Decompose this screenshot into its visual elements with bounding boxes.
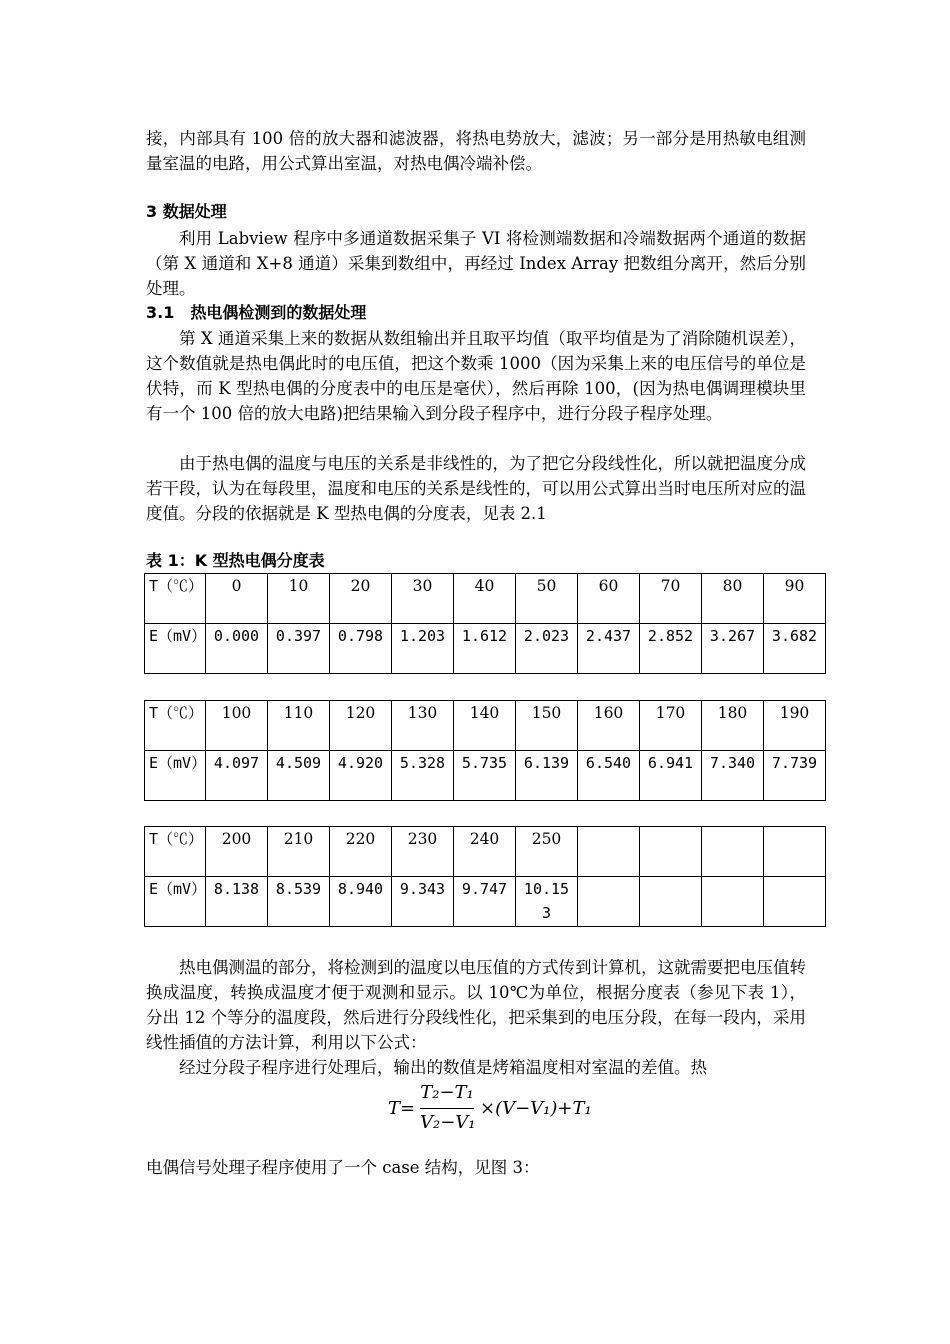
thermocouple-table-2 <box>144 700 826 801</box>
intro-paragraph: 接，内部具有 100 倍的放大器和滤波器，将热电势放大，滤波；另一部分是用热敏电组测量室温的电路，用公式算出室温，对热电偶冷端补偿。 <box>146 129 806 173</box>
voltage-cell: 2.023 <box>516 624 578 674</box>
thermocouple-table-3 <box>144 826 826 927</box>
voltage-cell: 9.747 <box>454 877 516 927</box>
voltage-row-label: E（mV） <box>145 624 206 674</box>
temperature-cell <box>640 827 702 877</box>
temperature-cell: 70 <box>640 574 702 624</box>
temperature-cell: 250 <box>516 827 578 877</box>
voltage-row-label: E（mV） <box>145 751 206 801</box>
temperature-cell: 110 <box>268 701 330 751</box>
temperature-cell: 60 <box>578 574 640 624</box>
voltage-cell: 4.509 <box>268 751 330 801</box>
voltage-cell: 8.940 <box>330 877 392 927</box>
section-3-1-heading: 3.1 热电偶检测到的数据处理 <box>146 303 367 322</box>
temperature-cell: 120 <box>330 701 392 751</box>
table-caption: 表 1：K 型热电偶分度表 <box>146 551 325 570</box>
temperature-row <box>145 701 826 751</box>
voltage-cell: 2.437 <box>578 624 640 674</box>
temperature-cell: 100 <box>206 701 268 751</box>
temperature-cell: 180 <box>702 701 764 751</box>
temperature-cell <box>764 827 826 877</box>
temperature-cell: 160 <box>578 701 640 751</box>
voltage-cell: 0.798 <box>330 624 392 674</box>
temperature-cell: 30 <box>392 574 454 624</box>
formula-numerator: T₂−T₁ <box>420 1080 474 1109</box>
voltage-cell: 10.153 <box>516 877 578 927</box>
temperature-row <box>145 574 826 624</box>
voltage-cell: 8.539 <box>268 877 330 927</box>
voltage-cell <box>702 877 764 927</box>
temperature-cell: 170 <box>640 701 702 751</box>
formula-fraction <box>420 1080 474 1137</box>
formula-rhs: ×(V−V₁)+T₁ <box>480 1098 592 1119</box>
temperature-cell <box>578 827 640 877</box>
voltage-cell: 1.203 <box>392 624 454 674</box>
voltage-cell: 5.735 <box>454 751 516 801</box>
voltage-cell: 4.097 <box>206 751 268 801</box>
temperature-cell: 10 <box>268 574 330 624</box>
temperature-cell: 150 <box>516 701 578 751</box>
temperature-cell: 140 <box>454 701 516 751</box>
voltage-cell: 8.138 <box>206 877 268 927</box>
thermocouple-table-1 <box>144 573 826 674</box>
voltage-cell: 6.540 <box>578 751 640 801</box>
temperature-cell: 200 <box>206 827 268 877</box>
temperature-cell: 220 <box>330 827 392 877</box>
after-table-paragraph-2: 经过分段子程序进行处理后，输出的数值是烤箱温度相对室温的差值。热 <box>179 1058 707 1077</box>
voltage-cell: 7.739 <box>764 751 826 801</box>
interpolation-formula <box>388 1080 628 1140</box>
temperature-cell: 130 <box>392 701 454 751</box>
section-3-heading: 3 数据处理 <box>146 202 227 221</box>
temperature-cell: 240 <box>454 827 516 877</box>
voltage-cell: 6.139 <box>516 751 578 801</box>
voltage-cell: 1.612 <box>454 624 516 674</box>
voltage-row <box>145 751 826 801</box>
temperature-cell: 50 <box>516 574 578 624</box>
section-3-1-paragraph-1: 第 X 通道采集上来的数据从数组输出并且取平均值（取平均值是为了消除随机误差），这个数值就是热电偶此时的电压值，把这个数乘 1000（因为采集上来的电压信号的单位是伏特，而 K 型热电偶的分度表中的电压是毫伏），然后再除 100，(因为热电偶调理模块里有一个 100 倍的放大电路)把结果输入到分段子程序中，进行分段子程序处理。 <box>146 329 806 423</box>
voltage-cell <box>578 877 640 927</box>
voltage-cell: 9.343 <box>392 877 454 927</box>
voltage-cell <box>764 877 826 927</box>
voltage-cell: 2.852 <box>640 624 702 674</box>
voltage-cell: 6.941 <box>640 751 702 801</box>
temperature-cell: 230 <box>392 827 454 877</box>
voltage-cell: 0.397 <box>268 624 330 674</box>
voltage-cell: 3.267 <box>702 624 764 674</box>
voltage-row <box>145 877 826 927</box>
temperature-cell: 190 <box>764 701 826 751</box>
voltage-cell: 4.920 <box>330 751 392 801</box>
temperature-row-label: T（℃） <box>145 827 206 877</box>
voltage-cell: 3.682 <box>764 624 826 674</box>
temperature-row <box>145 827 826 877</box>
formula-lhs: T= <box>388 1098 416 1119</box>
voltage-cell: 0.000 <box>206 624 268 674</box>
temperature-cell: 20 <box>330 574 392 624</box>
closing-paragraph: 电偶信号处理子程序使用了一个 case 结构，见图 3： <box>146 1158 540 1177</box>
temperature-cell: 0 <box>206 574 268 624</box>
section-3-body: 利用 Labview 程序中多通道数据采集子 VI 将检测端数据和冷端数据两个通道的数据（第 X 通道和 X+8 通道）采集到数组中，再经过 Index Array 把数组分离开，然后分别处理。 <box>146 229 806 298</box>
voltage-cell: 5.328 <box>392 751 454 801</box>
voltage-row <box>145 624 826 674</box>
voltage-cell <box>640 877 702 927</box>
section-3-1-paragraph-2: 由于热电偶的温度与电压的关系是非线性的，为了把它分段线性化，所以就把温度分成若干段，认为在每段里，温度和电压的关系是线性的，可以用公式算出当时电压所对应的温度值。分段的依据就是 K 型热电偶的分度表，见表 2.1 <box>146 454 806 523</box>
temperature-cell: 80 <box>702 574 764 624</box>
voltage-row-label: E（mV） <box>145 877 206 927</box>
temperature-row-label: T（℃） <box>145 574 206 624</box>
temperature-cell: 210 <box>268 827 330 877</box>
voltage-cell: 7.340 <box>702 751 764 801</box>
temperature-row-label: T（℃） <box>145 701 206 751</box>
temperature-cell <box>702 827 764 877</box>
temperature-cell: 40 <box>454 574 516 624</box>
formula-denominator: V₂−V₁ <box>420 1112 476 1133</box>
after-table-paragraph-1: 热电偶测温的部分，将检测到的温度以电压值的方式传到计算机，这就需要把电压值转换成温度，转换成温度才便于观测和显示。以 10℃为单位，根据分度表（参见下表 1），分出 12 个等分的温度段，然后进行分段线性化，把采集到的电压分段，在每一段内，采用线性插值的方法计算，利用以下公式： <box>146 958 806 1052</box>
temperature-cell: 90 <box>764 574 826 624</box>
